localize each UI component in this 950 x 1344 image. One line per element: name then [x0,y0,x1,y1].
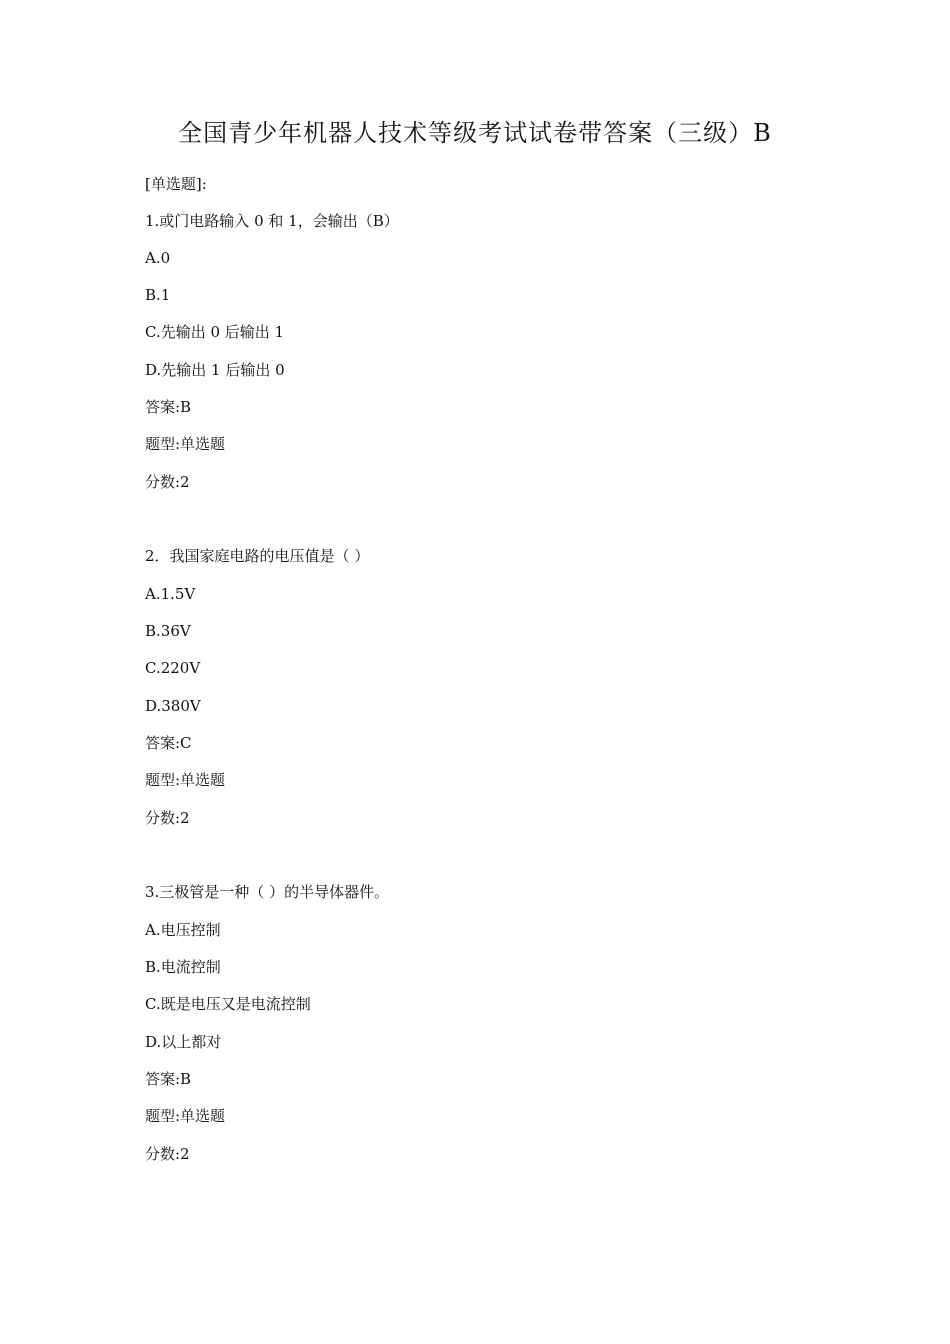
question-type-line: 题型:单选题 [145,1107,226,1125]
question-stem: 1.或门电路输入 0 和 1，会输出（B） [145,212,399,230]
option-a: A.电压控制 [145,921,221,939]
option-a: A.1.5V [145,585,196,603]
score-line: 分数:2 [145,809,190,827]
score-line: 分数:2 [145,473,190,491]
option-d: D.以上都对 [145,1033,222,1051]
answer-line: 答案:C [145,734,192,752]
option-b: B.电流控制 [145,958,221,976]
question-type-line: 题型:单选题 [145,771,226,789]
score-line: 分数:2 [145,1145,190,1163]
option-c: C.既是电压又是电流控制 [145,995,311,1013]
option-c: C.先输出 0 后输出 1 [145,323,285,341]
option-d: D.先输出 1 后输出 0 [145,361,285,379]
section-label: [单选题]: [145,175,207,193]
answer-line: 答案:B [145,398,192,416]
question-type-line: 题型:单选题 [145,435,226,453]
option-c: C.220V [145,659,201,677]
option-d: D.380V [145,697,201,715]
option-b: B.36V [145,622,191,640]
question-stem: 2．我国家庭电路的电压值是（ ） [145,547,370,565]
option-b: B.1 [145,286,171,304]
answer-line: 答案:B [145,1070,192,1088]
question-stem: 3.三极管是一种（ ）的半导体器件。 [145,883,390,901]
option-a: A.0 [145,249,171,267]
document-title: 全国青少年机器人技术等级考试试卷带答案（三级）B [178,119,772,147]
